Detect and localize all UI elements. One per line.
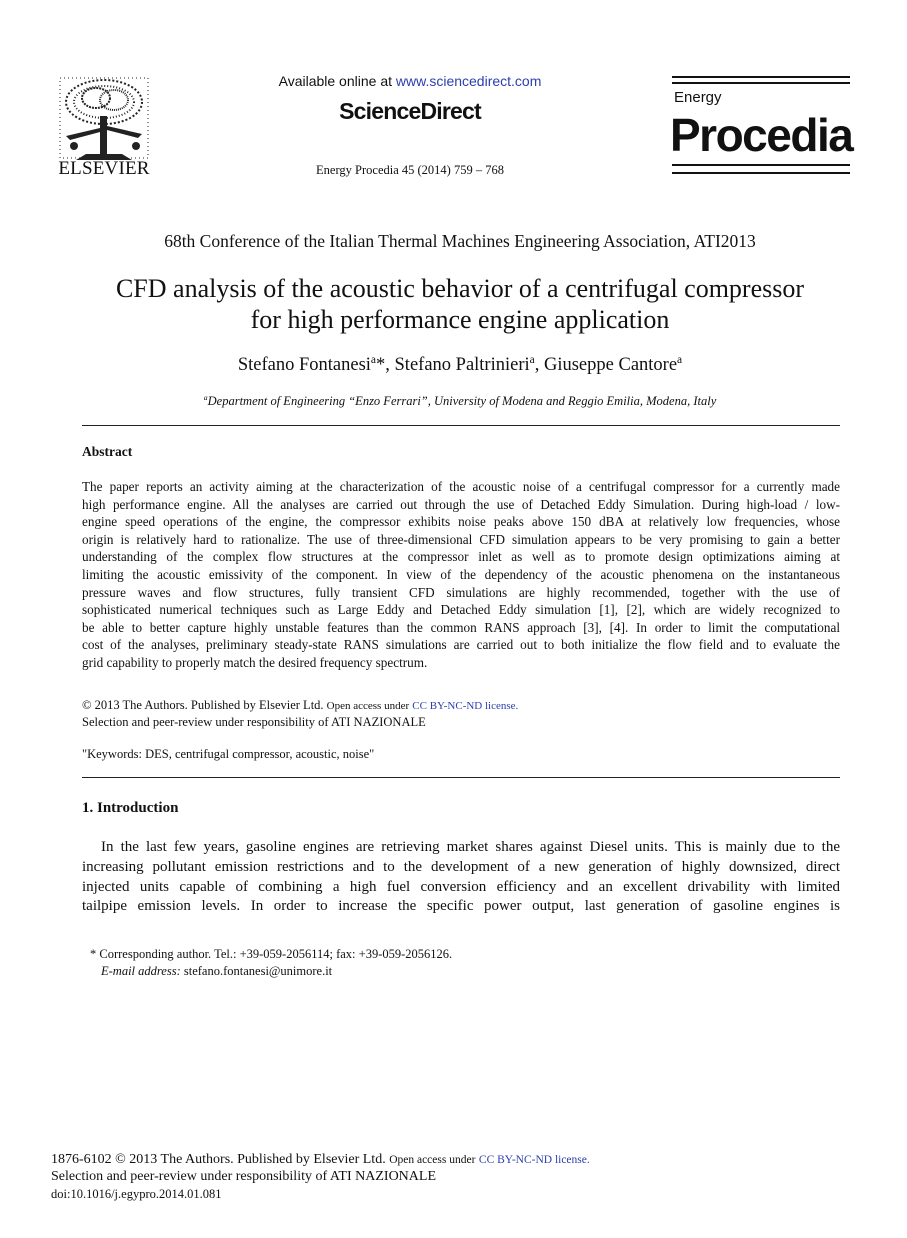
abstract-peer-review: Selection and peer-review under responsibility of ATI NAZIONALE: [82, 715, 426, 729]
affiliation-text: Department of Engineering “Enzo Ferrari”, University of Modena and Reggio Emilia, Modena, Italy: [207, 394, 717, 408]
title-line-2: for high performance engine application: [250, 305, 670, 334]
intro-line: increasing pollutant emission restrictions and to the development of a new generation of highly downsized, direct: [82, 858, 840, 875]
abstract-body: [82, 478, 840, 672]
paper-title: [40, 273, 880, 335]
abstract-line: understanding of the complex flow structures at the compressor inlet as well as to promote design optimizations aiming at: [82, 549, 840, 565]
abstract-line: grid capability to properly match the desired frequency spectrum.: [82, 654, 428, 670]
abstract-line: high performance engine. All the analyses are carried out through the use of Detached Eddy Simulation. During high-load / low-: [82, 496, 840, 512]
abstract-line: pressure waves and flow structures, fully transient CFD simulations are highly recommended, together with the use of: [82, 584, 840, 600]
author-name: Giuseppe Cantore: [543, 355, 678, 375]
footnote-email: [101, 964, 332, 979]
corresponding-author-text: Corresponding author. Tel.: +39-059-2056114; fax: +39-059-2056126.: [99, 947, 453, 961]
journal-citation: Energy Procedia 45 (2014) 759 – 768: [316, 163, 504, 177]
affiliation-mark: a: [203, 392, 208, 402]
affiliation: [60, 394, 860, 409]
footnote-corresponding: [90, 947, 452, 962]
author-separator: ,: [385, 355, 395, 375]
license-link[interactable]: CC BY-NC-ND license.: [412, 700, 519, 712]
abstract-heading: Abstract: [82, 444, 133, 459]
copyright-text: © 2013 The Authors. Published by Elsevier Ltd.: [82, 698, 324, 712]
title-line-1: CFD analysis of the acoustic behavior of a centrifugal compressor: [115, 274, 805, 303]
available-online-label: Available online at: [278, 73, 396, 89]
keywords: "Keywords: DES, centrifugal compressor, acoustic, noise": [82, 747, 375, 761]
author-name: Stefano Fontanesi: [237, 355, 371, 375]
abstract-bottom-rule: [82, 777, 840, 778]
open-access-label: Open access under: [326, 700, 410, 712]
footer-license-link[interactable]: CC BY-NC-ND license.: [478, 1154, 590, 1166]
footer-peer-review: Selection and peer-review under responsibility of ATI NAZIONALE: [51, 1169, 436, 1184]
author-separator: ,: [534, 355, 544, 375]
abstract-line: cost of the analyses, preliminary steady-state RANS simulations are carried out to both initialize the flow field and to evaluate the: [82, 637, 840, 653]
conference-name: 68th Conference of the Italian Thermal Machines Engineering Association, ATI2013: [164, 231, 756, 251]
abstract-line: The paper reports an activity aiming at the characterization of the acoustic noise of a centrifugal compressor for a currently made: [82, 479, 840, 494]
abstract-line: engine speed operations of the engine, the compressor exhibits noise peaks above 150 dBA at relatively low frequencies, whose: [82, 514, 840, 530]
author-name: Stefano Paltrinieri: [394, 355, 530, 375]
abstract-line: be able to better capture highly unstable features than the common RANS approach [3], [4]. In order to limit the computational: [82, 619, 840, 635]
intro-line: tailpipe emission levels. In order to increase the specific power output, last generation of gasoline engines is: [82, 898, 840, 915]
author-affiliation-mark: a: [370, 353, 377, 366]
elsevier-tree-logo: [56, 76, 152, 162]
abstract-line: sophisticated numerical techniques such as Large Eddy and Detached Eddy simulation [1], [2], which are widely recognized to: [82, 602, 840, 618]
abstract-top-rule: [82, 425, 840, 426]
intro-line: In the last few years, gasoline engines are retrieving market shares against Diesel units. This is mainly due to the: [101, 839, 840, 855]
abstract-line: origin is relatively hard to rationalize. The use of three-dimensional CFD simulation appears to be very promising to gain a better: [82, 531, 840, 547]
footer-doi[interactable]: doi:10.1016/j.egypro.2014.01.081: [51, 1187, 222, 1201]
sciencedirect-link[interactable]: www.sciencedirect.com: [395, 73, 542, 89]
procedia-logo-text: Procedia: [670, 109, 853, 161]
energy-logo-text: Energy: [674, 89, 722, 106]
footer-issn-line: [51, 1152, 590, 1168]
author-affiliation-mark: a: [677, 353, 683, 366]
author-list: [60, 355, 860, 376]
email-address[interactable]: stefano.fontanesi@unimore.it: [183, 964, 333, 978]
introduction-body: [82, 838, 840, 917]
available-online-line: [260, 73, 560, 89]
intro-line: injected units capable of combining a high fuel conversion efficiency and an excellent drivability with limited: [82, 878, 840, 895]
footnote-mark: *: [90, 947, 97, 961]
abstract-line: limiting the acoustic emissivity of the component. In view of the dependency of the acoustic phenomena on the instantaneous: [82, 566, 840, 582]
email-label: E-mail address:: [101, 964, 181, 978]
sciencedirect-brand: ScienceDirect: [339, 98, 481, 124]
author-affiliation-mark: a: [529, 353, 535, 366]
footer-issn-text: 1876-6102 © 2013 The Authors. Published by Elsevier Ltd.: [51, 1152, 386, 1167]
footer-open-access: Open access under: [389, 1154, 476, 1166]
corresponding-mark: *: [376, 355, 386, 375]
abstract-copyright: [82, 698, 518, 713]
elsevier-wordmark: ELSEVIER: [58, 158, 150, 179]
introduction-heading: 1. Introduction: [82, 800, 179, 816]
